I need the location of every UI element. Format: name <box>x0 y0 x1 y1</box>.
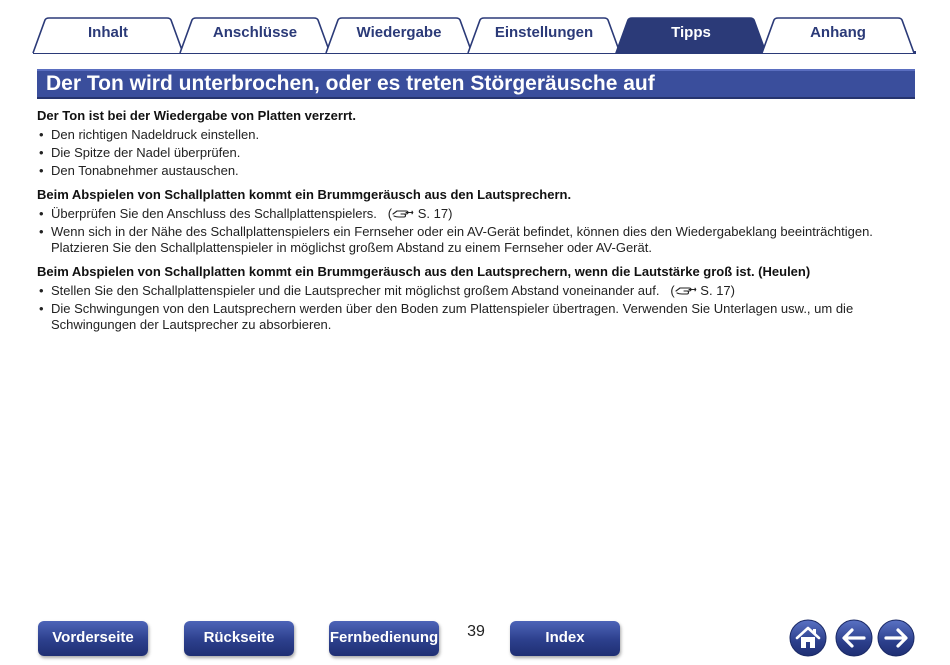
remote-control-button[interactable]: Fernbedienung <box>329 621 439 656</box>
section-hum <box>37 186 917 256</box>
arrow-right-icon <box>877 619 915 657</box>
list-item <box>37 127 917 143</box>
tab-anschluesse[interactable] <box>180 18 330 53</box>
list-item <box>37 301 917 333</box>
home-button[interactable] <box>789 619 827 657</box>
tab-label: Einstellungen <box>494 24 594 41</box>
list-item-text: Wenn sich in der Nähe des Schallplattenspielers ein Fernseher oder ein AV-Gerät befindet, können dies den Wiedergabeklang beeinträchtigen. Platzieren Sie den Schallplattenspieler in möglichst großem Abstand zu einem Fernseher oder AV-Gerät. <box>51 224 873 255</box>
back-page-button[interactable]: Rückseite <box>184 621 294 656</box>
bullet-list <box>37 206 917 256</box>
front-page-button[interactable]: Vorderseite <box>38 621 148 656</box>
page-reference-link[interactable]: ( S. 17) <box>380 206 453 221</box>
section-heading: Beim Abspielen von Schallplatten kommt ein Brummgeräusch aus den Lautsprechern. <box>37 187 572 202</box>
tab-einstellungen[interactable] <box>468 18 620 53</box>
list-item <box>37 283 917 299</box>
list-item <box>37 224 917 256</box>
arrow-left-icon <box>835 619 873 657</box>
home-icon <box>789 619 827 657</box>
tab-anhang[interactable] <box>762 18 914 53</box>
tab-bar <box>0 0 950 56</box>
bullet-list <box>37 127 917 179</box>
tab-label: Tipps <box>671 24 711 41</box>
page-reference-link[interactable]: ( S. 17) <box>663 283 735 298</box>
forward-arrow-button[interactable] <box>877 619 915 657</box>
list-item-text: Den Tonabnehmer austauschen. <box>51 163 239 178</box>
tab-label: Wiedergabe <box>356 24 442 41</box>
content-area <box>37 107 917 340</box>
page-number: 39 <box>467 623 485 640</box>
list-item <box>37 206 917 222</box>
page-reference: S. 17 <box>417 206 449 221</box>
pointing-hand-icon <box>675 284 697 297</box>
list-item <box>37 163 917 179</box>
page-reference: S. 17 <box>700 283 731 298</box>
page-title: Der Ton wird unterbrochen, oder es treten Störgeräusche auf <box>46 72 655 95</box>
list-item-text: Den richtigen Nadeldruck einstellen. <box>51 127 260 142</box>
tab-label: Anschlüsse <box>212 24 298 41</box>
index-button[interactable]: Index <box>510 621 620 656</box>
tab-tipps[interactable] <box>616 18 766 53</box>
bullet-list <box>37 283 917 333</box>
section-distortion <box>37 107 917 179</box>
tab-label: Inhalt <box>88 24 128 41</box>
list-item-text: Überprüfen Sie den Anschluss des Schallplattenspielers. <box>51 206 377 221</box>
tab-wiedergabe[interactable] <box>326 18 472 53</box>
pointing-hand-icon <box>392 207 414 220</box>
list-item-text: Stellen Sie den Schallplattenspieler und die Lautsprecher mit möglichst großem Abstand voneinander auf. <box>51 283 660 298</box>
tab-label: Anhang <box>810 24 866 41</box>
section-heading: Beim Abspielen von Schallplatten kommt ein Brummgeräusch aus den Lautsprechern, wenn die Lautstärke groß ist. (Heulen) <box>37 264 811 279</box>
page-title-bar <box>37 69 915 99</box>
list-item <box>37 145 917 161</box>
tab-inhalt[interactable] <box>33 18 183 53</box>
list-item-text: Die Spitze der Nadel überprüfen. <box>51 145 241 160</box>
list-item-text: Die Schwingungen von den Lautsprechern werden über den Boden zum Plattenspieler übertragen. Verwenden Sie Unterlagen usw., um die Schwingungen der Lautsprecher zu absorbieren. <box>51 301 854 332</box>
section-heading: Der Ton ist bei der Wiedergabe von Platten verzerrt. <box>37 108 356 123</box>
back-arrow-button[interactable] <box>835 619 873 657</box>
section-howling <box>37 263 917 333</box>
